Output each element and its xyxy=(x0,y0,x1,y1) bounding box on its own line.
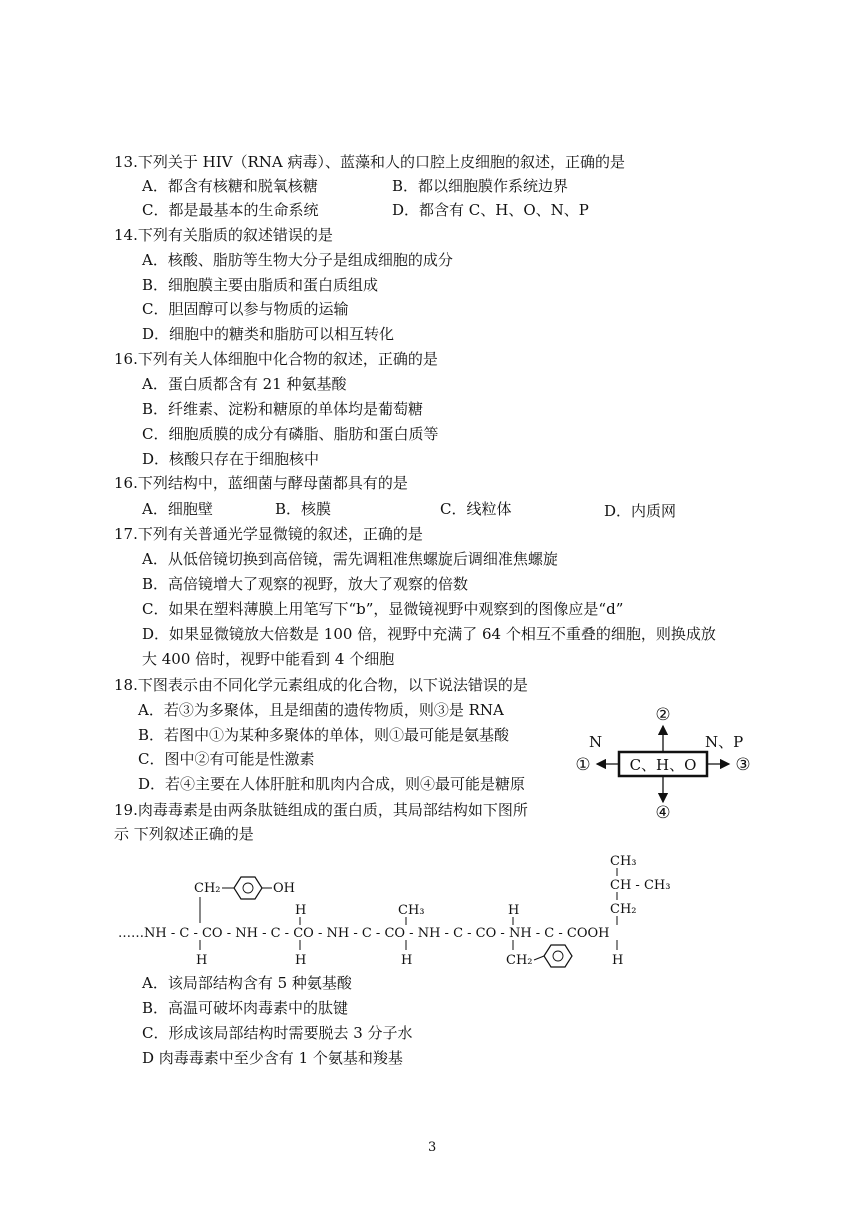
q14-option-c: C．胆固醇可以参与物质的运输 xyxy=(142,300,349,318)
q18-option-d: D．若④主要在人体肝脏和肌肉内合成，则④最可能是糖原 xyxy=(138,775,526,793)
r3-h: H xyxy=(401,953,413,968)
element-composition-diagram xyxy=(565,700,765,825)
left-element-label: N xyxy=(589,733,603,751)
q17-option-c: C．如果在塑料薄膜上用笔写下“b”，显微镜视野中观察到的图像应是“d” xyxy=(142,600,624,618)
q19-option-c: C．形成该局部结构时需要脱去 3 分子水 xyxy=(142,1024,413,1042)
r4-benzene-ring xyxy=(544,945,572,967)
q16b-option-d: D．内质网 xyxy=(604,502,677,520)
q19-stem-line1: 19.肉毒毒素是由两条肽链组成的蛋白质，其局部结构如下图所 xyxy=(114,801,528,819)
r5-ch3-top: CH₃ xyxy=(610,854,637,869)
r4-h: H xyxy=(508,903,520,918)
q16a-option-b: B．纤维素、淀粉和糖原的单体均是葡萄糖 xyxy=(142,400,424,418)
r4-ring-circle xyxy=(553,951,563,961)
q17-option-a: A．从低倍镜切换到高倍镜，需先调粗准焦螺旋后调细准焦螺旋 xyxy=(142,550,558,568)
q19-stem-line2: 示 下列叙述正确的是 xyxy=(114,825,254,843)
q13-option-a: A．都含有核糖和脱氧核糖 xyxy=(142,177,318,195)
q13-option-b: B．都以细胞膜作系统边界 xyxy=(392,177,569,195)
node-3: ③ xyxy=(735,755,751,775)
q17-option-d-line1: D．如果显微镜放大倍数是 100 倍，视野中充满了 64 个相互不重叠的细胞，则换成放 xyxy=(142,625,716,643)
q16b-option-a: A．细胞壁 xyxy=(142,500,213,518)
r2-h-top: H xyxy=(295,903,307,918)
q18-stem: 18.下图表示由不同化学元素组成的化合物，以下说法错误的是 xyxy=(114,676,528,694)
r1-benzene-ring xyxy=(234,877,262,899)
q19-option-b: B．高温可破坏肉毒素中的肽键 xyxy=(142,999,349,1017)
node-1: ① xyxy=(575,755,591,775)
node-4: ④ xyxy=(655,803,671,823)
q17-stem: 17.下列有关普通光学显微镜的叙述，正确的是 xyxy=(114,525,423,543)
r1-h: H xyxy=(196,953,208,968)
q16a-option-a: A．蛋白质都含有 21 种氨基酸 xyxy=(142,375,347,393)
q14-option-a: A．核酸、脂肪等生物大分子是组成细胞的成分 xyxy=(142,251,453,269)
q19-option-d: D 肉毒毒素中至少含有 1 个氨基和羧基 xyxy=(142,1049,403,1067)
r5-h: H xyxy=(612,953,624,968)
r1-ch2: CH₂ xyxy=(194,881,221,896)
q14-stem: 14.下列有关脂质的叙述错误的是 xyxy=(114,226,333,244)
r4-ch2: CH₂ xyxy=(506,953,533,968)
peptide-chain: ……NH - C - CO - NH - C - CO - NH - C - CO - NH - C - CO - NH - C - COOH xyxy=(118,926,610,941)
r5-ch2: CH₂ xyxy=(610,902,637,917)
right-element-label: N、P xyxy=(705,733,744,751)
r1-ring-circle xyxy=(243,883,253,893)
q16b-option-c: C．线粒体 xyxy=(440,500,512,518)
q14-option-b: B．细胞膜主要由脂质和蛋白质组成 xyxy=(142,276,379,294)
q16b-option-b: B．核膜 xyxy=(275,500,332,518)
q18-option-c: C．图中②有可能是性激素 xyxy=(138,750,315,768)
r5-ch: CH - CH₃ xyxy=(610,878,671,893)
r3-ch3: CH₃ xyxy=(398,903,425,918)
q13-option-d: D．都含有 C、H、O、N、P xyxy=(392,201,589,219)
q13-option-c: C．都是最基本的生命系统 xyxy=(142,201,319,219)
q16a-option-c: C．细胞质膜的成分有磷脂、脂肪和蛋白质等 xyxy=(142,425,439,443)
q16a-option-d: D．核酸只存在于细胞核中 xyxy=(142,450,320,468)
node-2: ② xyxy=(655,705,671,725)
peptide-structure-diagram xyxy=(112,852,712,972)
q16a-stem: 16.下列有关人体细胞中化合物的叙述，正确的是 xyxy=(114,350,438,368)
center-elements-label: C、H、O xyxy=(629,756,697,774)
q14-option-d: D．细胞中的糖类和脂肪可以相互转化 xyxy=(142,325,395,343)
q18-option-b: B．若图中①为某种多聚体的单体，则①最可能是氨基酸 xyxy=(138,726,510,744)
q18-option-a: A．若③为多聚体，且是细菌的遗传物质，则③是 RNA xyxy=(138,701,504,719)
page-number: 3 xyxy=(428,1140,437,1155)
q17-option-d-line2: 大 400 倍时，视野中能看到 4 个细胞 xyxy=(142,650,395,668)
q17-option-b: B．高倍镜增大了观察的视野，放大了观察的倍数 xyxy=(142,575,469,593)
q13-stem: 13.下列关于 HIV（RNA 病毒）、蓝藻和人的口腔上皮细胞的叙述，正确的是 xyxy=(114,153,625,171)
q16b-stem: 16.下列结构中，蓝细菌与酵母菌都具有的是 xyxy=(114,474,408,492)
r4-ring-bond xyxy=(534,956,544,960)
r2-h-bottom: H xyxy=(295,953,307,968)
q19-option-a: A．该局部结构含有 5 种氨基酸 xyxy=(142,974,352,992)
r1-oh: OH xyxy=(273,881,295,896)
